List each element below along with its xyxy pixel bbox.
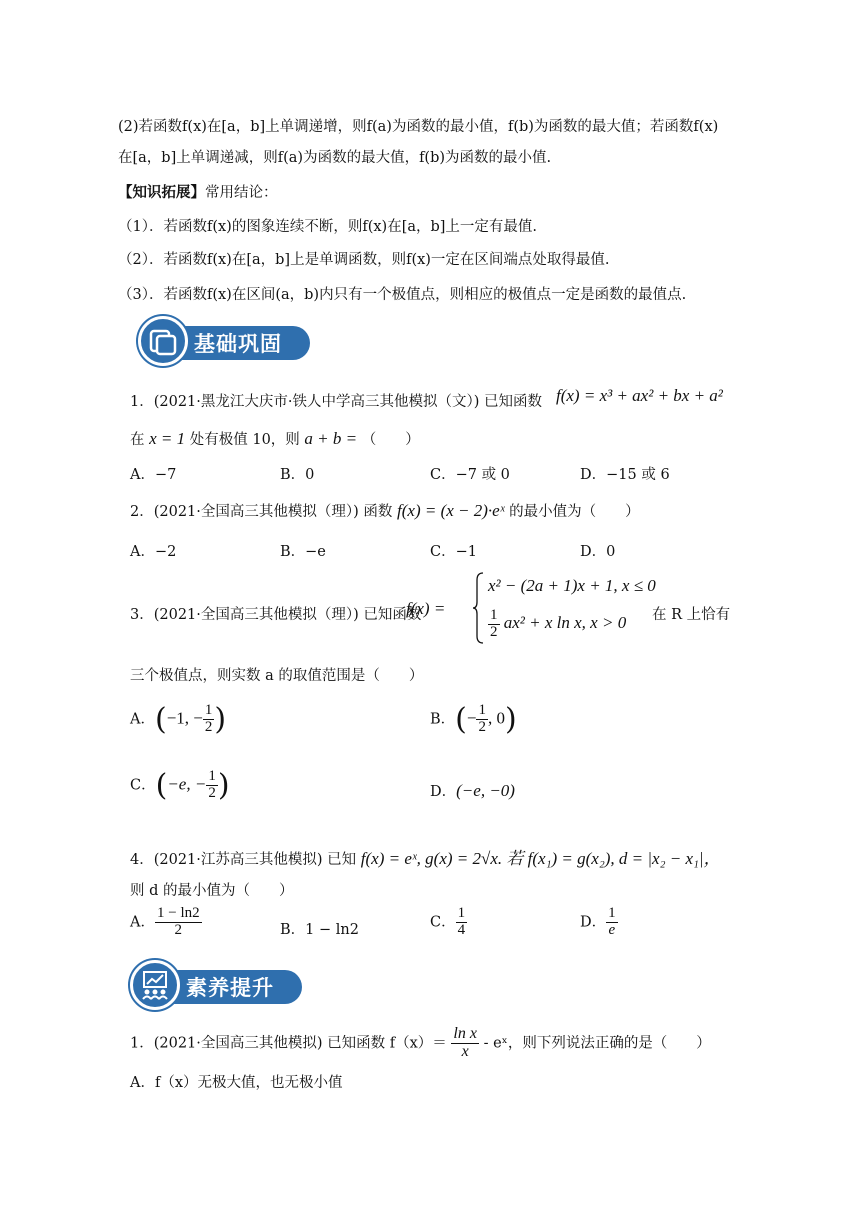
q4-option-c[interactable]: C． $\frac{1}{4}$ (430, 905, 466, 938)
q5-option-a[interactable]: A．f（x）无极大值，也无极小值 (130, 1075, 343, 1091)
q3-case-2: $\frac{1}{2}$ ax² + x ln x, x > 0 (490, 607, 627, 640)
knowledge-heading (118, 181, 278, 202)
q4-stem: 4．(2021·江苏高三其他模拟) 已知 f(x) = eˣ, g(x) = 2√x. 若 f(x₁) = g(x₂), d = |x₂ − x₁|， (130, 849, 721, 868)
q3-line2: 三个极值点，则实数 a 的取值范围是（ ） (130, 668, 424, 684)
knowledge-label: 【知识拓展】 (118, 184, 205, 201)
q2-option-a[interactable]: A．−2 (130, 544, 177, 560)
q2-option-b[interactable]: B．−e (280, 544, 326, 560)
q4-option-d[interactable]: D． $\frac{1}{e}$ (580, 905, 616, 938)
q4-option-b[interactable]: B．1 − ln2 (280, 922, 359, 938)
q3-option-c[interactable]: C．(−e, − $\frac{1}{2}$ ) (130, 768, 230, 803)
q3-suffix: 在 R 上恰有 (652, 607, 731, 623)
section-banner-basic (138, 316, 310, 362)
knowledge-item-3: （3）．若函数f(x)在区间(a，b)内只有一个极值点，则相应的极值点一定是函数的最值点. (118, 287, 687, 303)
q1-option-a[interactable]: A．−7 (130, 467, 177, 483)
q1-line2: 在 x = 1 处有极值 10，则 a + b = （ ） (130, 429, 420, 448)
q3-case-1: x² − (2a + 1)x + 1, x ≤ 0 (488, 576, 656, 595)
q3-fx: f(x) = (406, 599, 446, 618)
q1-option-b[interactable]: B．0 (280, 467, 315, 483)
q2-stem: 2．(2021·全国高三其他模拟（理）) 函数 f(x) = (x − 2)·eˣ 的最小值为（ ） (130, 501, 640, 520)
q4-line2: 则 d 的最小值为（ ） (130, 883, 294, 899)
q4-option-a[interactable]: A． $\frac{1 - \ln 2}{2}$ (130, 905, 200, 938)
intro-line-2: 在[a，b]上单调递减，则f(a)为函数的最大值，f(b)为函数的最小值. (118, 150, 552, 166)
books-icon (138, 316, 188, 366)
q1-prefix: 1．(2021·黑龙江大庆市·铁人中学高三其他模拟（文）) 已知函数 (130, 394, 543, 410)
section-title-basic: 基础巩固 (194, 332, 282, 356)
q1-option-d[interactable]: D．−15 或 6 (580, 467, 670, 483)
knowledge-item-1: （1）．若函数f(x)的图象连续不断，则f(x)在[a，b]上一定有最值. (118, 219, 538, 235)
q2-option-c[interactable]: C．−1 (430, 544, 477, 560)
section-banner-advanced (130, 960, 302, 1006)
q3-prefix: 3．(2021·全国高三其他模拟（理）) 已知函数 (130, 607, 422, 623)
people-chart-icon (130, 960, 180, 1010)
section-title-advanced: 素养提升 (186, 976, 274, 1000)
q3-option-a[interactable]: A．(−1, − $\frac{1}{2}$ ) (130, 702, 227, 737)
q3-option-b[interactable]: B．(− $\frac{1}{2}$ , 0) (430, 702, 517, 737)
knowledge-item-2: （2）．若函数f(x)在[a，b]上是单调函数，则f(x)一定在区间端点处取得最值. (118, 252, 610, 268)
intro-line-1: (2)若函数f(x)在[a，b]上单调递增，则f(a)为函数的最小值，f(b)为函数的最大值；若函数f(x) (118, 119, 719, 135)
knowledge-text: 常用结论： (205, 185, 278, 201)
q1-option-c[interactable]: C．−7 或 0 (430, 467, 510, 483)
q3-option-d[interactable]: D．(−e, −0) (430, 781, 515, 800)
q5-stem: 1．(2021·全国高三其他模拟) 已知函数 f（x）＝ $\frac{\text{ln x}}{x}$ - eˣ，则下列说法正确的是（ ） (130, 1025, 711, 1060)
q2-option-d[interactable]: D．0 (580, 544, 616, 560)
q1-formula: f(x) = x³ + ax² + bx + a² (556, 386, 723, 405)
q3-brace (472, 572, 484, 644)
